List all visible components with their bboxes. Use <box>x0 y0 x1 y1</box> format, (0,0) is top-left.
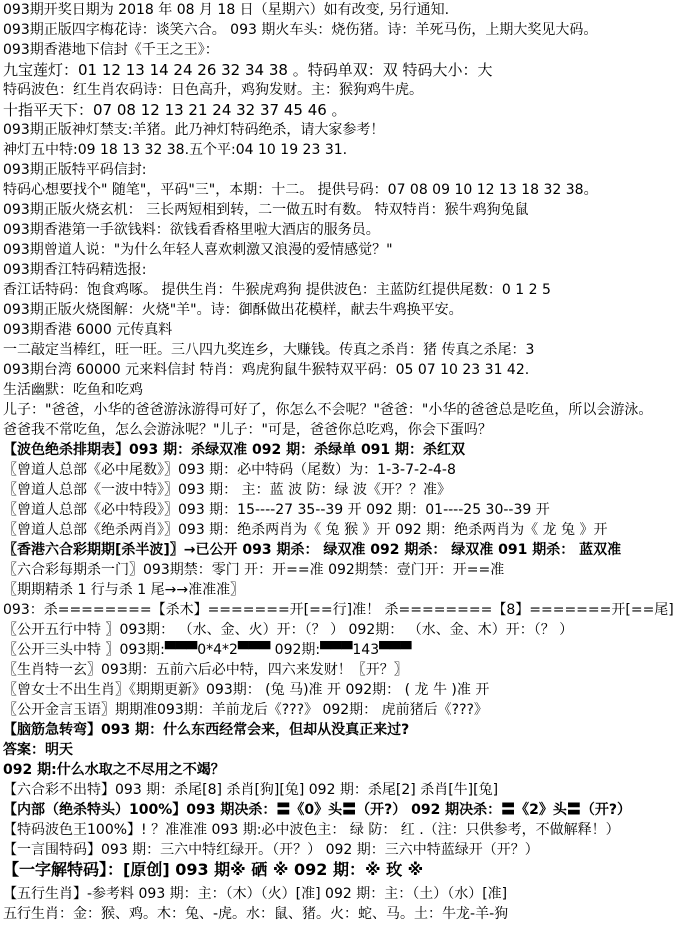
line-fire-diagram: 093期正版火烧图解：火烧"羊"。诗：御酥做出花模样，献去牛鸡换平安。 <box>3 302 463 318</box>
line-kill-one-door: 〖六合彩每期杀一门〗093期禁：零门 开：开==准 092期禁：壹门开：开==准 <box>3 562 505 578</box>
line-humor-2: 爸爸我不常吃鱼，怎么会游泳呢？"儿子："可是，爸爸你总吃鸡，你会下蛋吗？ <box>3 422 492 438</box>
line-riddle-answer: 答案：明天 <box>3 742 73 758</box>
line-kill-detail: 093：杀========【杀木】=======开[==行]准！ 杀========【8】=======开[==尾] <box>3 602 674 618</box>
line-five-elements: 〖公开五行中特 〗093期： （水、金、火）开：（？ ） 092期： （水、金、木）开：（？ ） <box>3 622 574 638</box>
line-hk-fax-title: 093期香港 6000 元传真料 <box>3 322 173 338</box>
line-special-heart: 特码心想要找个" 随笔"，平码"三"，本期：十二。 提供号码：07 08 09 10 12 13 18 32 38。 <box>3 182 598 198</box>
line-humor-1: 儿子："爸爸，小华的爸爸游泳游得可好了，你怎么不会呢？"爸爸："小华的爸爸总是吃鱼，所以会游泳。 <box>3 402 653 418</box>
line-kill-half-wave: 〖香港六合彩期期[杀半波]〗→已公开 093 期杀： 绿双准 092 期杀： 绿双准 091 期杀： 蓝双准 <box>3 542 622 558</box>
line-golden-words: 〖公开金言玉语〗期期准093期：羊前龙后《???》 092期： 虎前猪后《???》 <box>3 702 488 718</box>
line-xiangjiang-report: 093期香江特码精选报: <box>3 262 147 278</box>
line-xiangjiang-words: 香江话特码：饱食鸡啄。 提供生肖：牛猴虎鸡狗 提供波色：主蓝防红提供尾数：0 1 2 5 <box>3 282 551 298</box>
line-five-zodiac: 【五行生肖】-参考料 093 期：主：（木）（火）[准] 092 期：主：（土）（水）[准] <box>3 886 508 902</box>
line-no-special: 【六合彩不出特】093 期：杀尾[8] 杀肖[狗][兔] 092 期：杀尾[2] 杀肖[牛][兔] <box>3 782 499 798</box>
line-first-hand: 093期香港第一手欲钱料：欲钱看香格里啦大酒店的服务员。 <box>3 222 380 238</box>
line-ms-zeng: 〖曾女士不出生肖〗《期期更新》093期： (兔 马)准 开 092期： ( 龙 牛 )准 开 <box>3 682 490 698</box>
line-humor-title: 生活幽默：吃鱼和吃鸡 <box>3 382 143 398</box>
line-draw-date: 093期开奖日期为 2018 年 08 月 18 日（星期六）如有改变, 另行通知. <box>3 2 450 18</box>
line-must-segment: 〖曾道人总部《必中特段》〗093 期：15----27 35--39 开 092 期：01----25 30--39 开 <box>3 502 550 518</box>
line-must-tail: 〖曾道人总部《必中尾数》〗093 期：必中特码（尾数）为：1-3-7-2-4-8 <box>3 462 456 478</box>
line-hk-fax-content: 一二敲定当棒红，旺一旺。三八四九奖连乡，大赚钱。传真之杀肖：猪 传真之杀尾：3 <box>3 342 535 358</box>
line-internal-head: 【内部（绝杀特头）100%】093 期决杀：〓《0》头〓（开?） 092 期决杀：〓《2》头〓（开?） <box>3 802 632 818</box>
line-wave-king: 【特码波色王100%】! ？准准准 093 期:必中波色主： 绿 防： 红 .（注：只供参考，不做解释！） <box>3 822 620 838</box>
line-one-wave: 〖曾道人总部《一波中特》〗093 期： 主：蓝 波 防：绿 波《开？？准》 <box>3 482 451 498</box>
line-one-char: 【一字解特码】：[原创] 093 期※ 硒 ※ 092 期：※ 玫 ※ <box>3 860 424 879</box>
line-wave-schedule: 【波色绝杀排期表】093 期：杀绿双准 092 期：杀绿单 091 期：杀红双 <box>3 442 466 458</box>
line-ten-fingers: 十指平天下：07 08 12 13 21 24 32 37 45 46 。 <box>3 101 347 119</box>
line-zodiac-mystery: 〖生肖特一玄〗093期：五前六后必中特，四六来发财！〖开？〗 <box>3 662 408 678</box>
line-zeng-says: 093期曾道人说："为什么年轻人喜欢刺激又浪漫的爱情感觉？" <box>3 242 393 258</box>
line-magic-lamp: 093期正版神灯禁支:羊猪。此乃神灯特码绝杀，请大家参考！ <box>3 122 385 138</box>
line-three-heads: 〖公开三头中特 〗093期:▀▀▀0*4*2▀▀▀ 092期:▀▀▀143▀▀▀ <box>3 642 412 658</box>
line-kill-row-tail: 〖期期精杀 1 行与杀 1 尾→→准准准〗 <box>3 582 245 598</box>
line-riddle: 【脑筋急转弯】093 期：什么东西经常会来，但却从没真正来过? <box>3 722 410 738</box>
line-special-envelope: 093期正版特平码信封: <box>3 162 147 178</box>
line-five-zodiac-detail: 五行生肖：金：猴、鸡。木：兔、-虎。水：鼠、猪。火：蛇、马。土：牛龙-羊-狗 <box>3 906 509 922</box>
line-one-word: 【一言围特码】093 期：三六中特红绿开。（开？） 092 期：三六中特蓝绿开（开？） <box>3 842 539 858</box>
line-plum-poem: 093期正版四字梅花诗：谈笑六合。 093 期火车头：烧伤猪。诗：羊死马伤，上期大奖见大码。 <box>3 22 598 38</box>
line-hk-envelope: 093期香港地下信封《千王之王》： <box>3 42 219 58</box>
line-fire-mystery: 093期正版火烧玄机： 三长两短相到转，二一做五时有数。 特双特肖：猴牛鸡狗兔鼠 <box>3 202 529 218</box>
line-kill-two: 〖曾道人总部《绝杀两肖》〗093 期：绝杀两肖为《 兔 猴 》开 092 期：绝杀两肖为《 龙 兔 》开 <box>3 522 608 538</box>
line-taiwan-envelope: 093期台湾 60000 元来料信封 特肖：鸡虎狗鼠牛猴特双平码：05 07 10 23 31 42. <box>3 362 530 378</box>
line-riddle-092: 092 期:什么水取之不尽用之不竭？ <box>3 762 225 778</box>
line-nine-lotus: 九宝莲灯：01 12 13 14 24 26 32 34 38 。特码单双：双 特码大小：大 <box>3 61 493 79</box>
line-lamp-five: 神灯五中特:09 18 13 32 38.五个平:04 10 19 23 31. <box>3 142 348 158</box>
line-wave-color: 特码波色：红生肖农码诗：日色高升，鸡狗发财。主：猴狗鸡牛虎。 <box>3 82 423 98</box>
